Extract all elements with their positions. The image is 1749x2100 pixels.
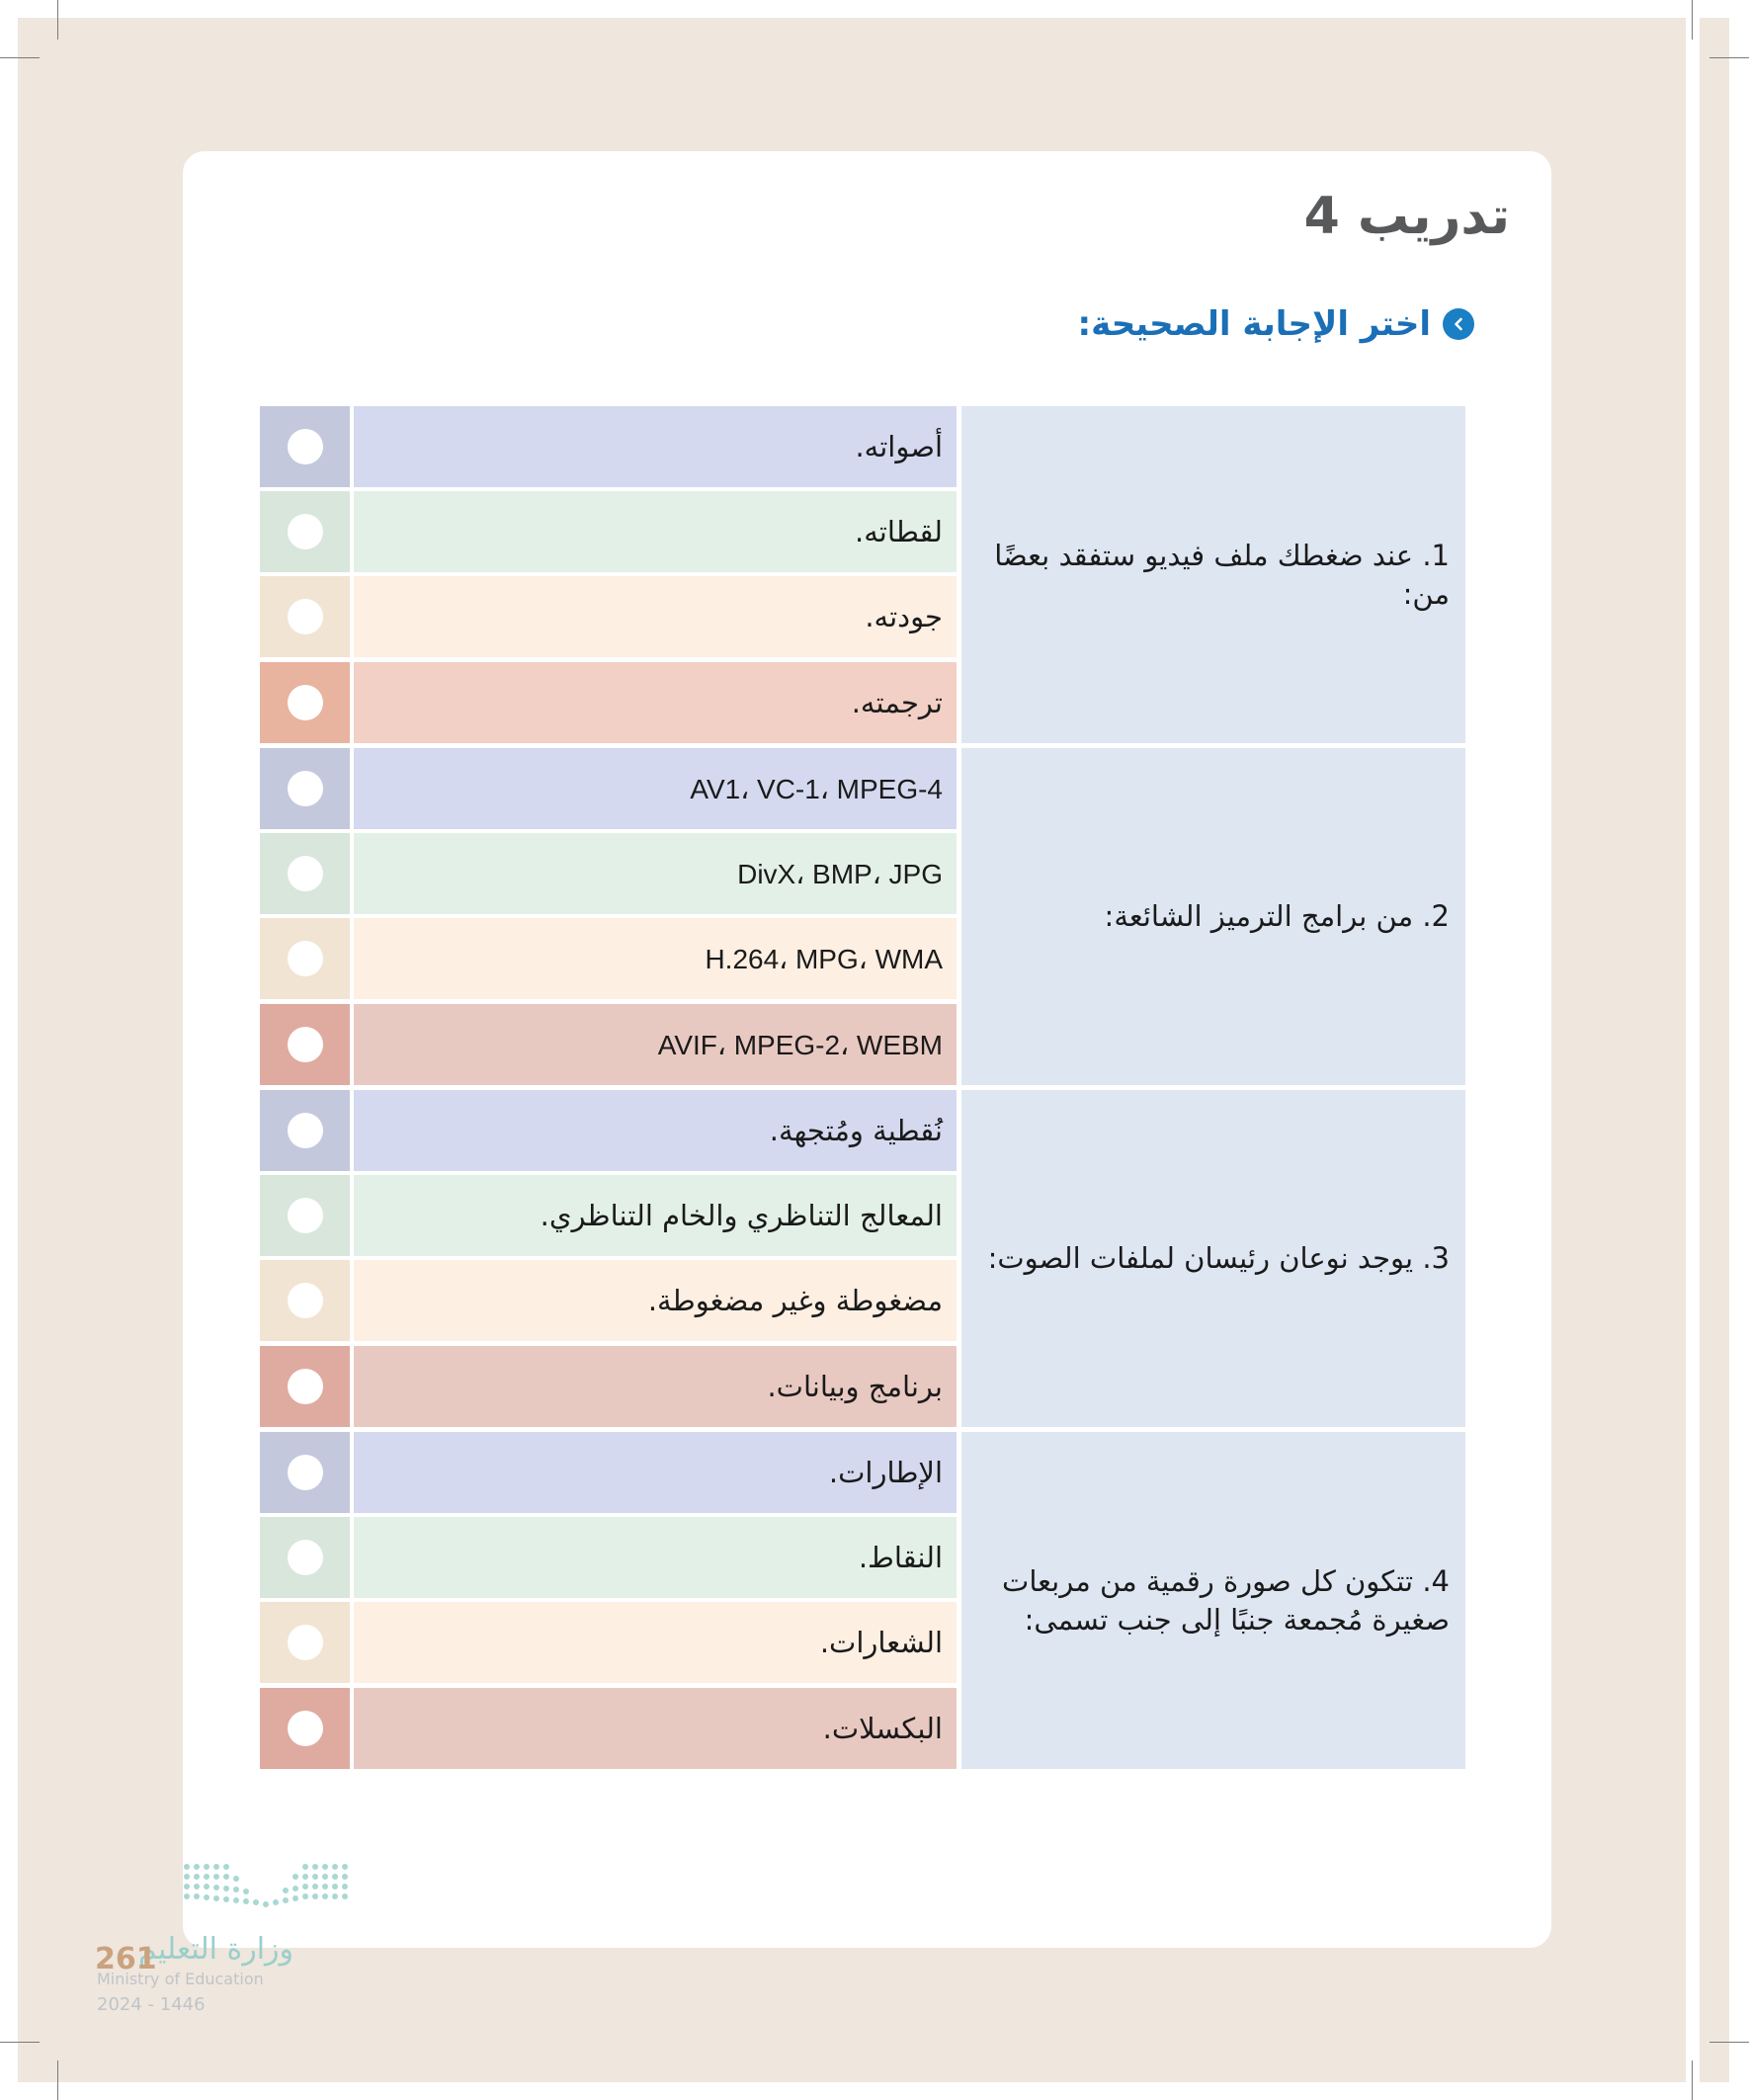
instruction (1077, 304, 1474, 344)
page-edge-strip (1700, 18, 1729, 2082)
option-text: البكسلات. (822, 1712, 943, 1745)
question-cell (961, 1090, 1465, 1427)
option-row (260, 1517, 957, 1598)
page-number: 261 (95, 1942, 157, 1976)
option-row (260, 1175, 957, 1256)
answer-radio[interactable] (288, 1027, 323, 1062)
chevron-left-icon (1443, 308, 1474, 340)
radio-cell (260, 833, 350, 914)
option-row (260, 1090, 957, 1171)
radio-cell (260, 1004, 350, 1085)
option-text: أصواته. (855, 430, 943, 463)
edition-year: 2024 - 1446 (97, 1994, 206, 2015)
option-text: برنامج وبيانات. (767, 1370, 943, 1403)
question-text: 2. من برامج الترميز الشائعة: (1104, 899, 1450, 934)
option-row (260, 918, 957, 999)
crop-mark (0, 57, 40, 58)
question-text: 4. تتكون كل صورة رقمية من مربعات صغيرة مُجمعة جنبًا إلى جنب تسمى: (1002, 1564, 1450, 1637)
option-text: الشعارات. (819, 1626, 943, 1659)
exercise-title: تدريب 4 (1303, 187, 1510, 246)
radio-cell (260, 1260, 350, 1341)
option-row (260, 491, 957, 572)
option-cell[interactable] (354, 406, 957, 487)
ministry-name-english: Ministry of Education (97, 1970, 264, 1988)
crop-mark (57, 0, 58, 40)
crop-mark (1692, 2060, 1693, 2100)
option-cell[interactable] (354, 1090, 957, 1171)
question-cell (961, 748, 1465, 1085)
radio-cell (260, 1602, 350, 1683)
crop-mark (0, 2042, 40, 2043)
option-row (260, 1260, 957, 1341)
option-row (260, 1432, 957, 1513)
answer-radio[interactable] (288, 1455, 323, 1490)
radio-cell (260, 406, 350, 487)
option-text: جودته. (865, 600, 943, 633)
answer-radio[interactable] (288, 941, 323, 976)
radio-cell (260, 1175, 350, 1256)
option-cell[interactable] (354, 1432, 957, 1513)
answer-radio[interactable] (288, 599, 323, 634)
instruction-text: اختر الإجابة الصحيحة: (1077, 304, 1431, 344)
question-text: 3. يوجد نوعان رئيسان لملفات الصوت: (987, 1241, 1450, 1276)
option-row (260, 1602, 957, 1683)
option-cell[interactable] (354, 833, 957, 914)
answer-radio[interactable] (288, 1283, 323, 1318)
option-cell[interactable] (354, 1175, 957, 1256)
radio-cell (260, 662, 350, 743)
ministry-logo-icon (183, 1861, 351, 1916)
option-row (260, 1346, 957, 1427)
option-text: النقاط. (858, 1541, 943, 1574)
question-text: 1. عند ضغطك ملف فيديو ستفقد بعضًا من: (994, 539, 1450, 611)
answer-radio[interactable] (288, 429, 323, 464)
answer-radio[interactable] (288, 1540, 323, 1575)
question-cell (961, 406, 1465, 743)
radio-cell (260, 918, 350, 999)
answer-radio[interactable] (288, 514, 323, 549)
radio-cell (260, 1346, 350, 1427)
option-row (260, 748, 957, 829)
option-text: AV1، VC-1، MPEG-4 (690, 773, 943, 804)
question-3 (260, 1090, 1465, 1427)
option-cell[interactable] (354, 748, 957, 829)
option-row (260, 1688, 957, 1769)
option-text: المعالج التناظري والخام التناظري. (540, 1199, 943, 1232)
radio-cell (260, 1432, 350, 1513)
question-4 (260, 1432, 1465, 1769)
radio-cell (260, 576, 350, 657)
option-text: H.264، MPG، WMA (705, 943, 943, 974)
option-cell[interactable] (354, 1004, 957, 1085)
question-cell (961, 1432, 1465, 1769)
option-text: لقطاته. (855, 515, 943, 548)
option-row (260, 833, 957, 914)
answer-radio[interactable] (288, 1198, 323, 1233)
option-cell[interactable] (354, 576, 957, 657)
quiz-table (260, 406, 1465, 1774)
option-row (260, 662, 957, 743)
option-text: ترجمته. (851, 686, 943, 719)
option-cell[interactable] (354, 918, 957, 999)
radio-cell (260, 1688, 350, 1769)
option-row (260, 406, 957, 487)
question-1 (260, 406, 1465, 743)
crop-mark (1709, 2042, 1749, 2043)
option-cell[interactable] (354, 662, 957, 743)
radio-cell (260, 1517, 350, 1598)
radio-cell (260, 1090, 350, 1171)
answer-radio[interactable] (288, 1625, 323, 1660)
answer-radio[interactable] (288, 771, 323, 806)
radio-cell (260, 748, 350, 829)
radio-cell (260, 491, 350, 572)
option-cell[interactable] (354, 1260, 957, 1341)
answer-radio[interactable] (288, 685, 323, 720)
option-cell[interactable] (354, 1517, 957, 1598)
option-text: AVIF، MPEG-2، WEBM (657, 1029, 943, 1060)
option-text: مضغوطة وغير مضغوطة. (647, 1284, 943, 1317)
option-row (260, 576, 957, 657)
answer-radio[interactable] (288, 1369, 323, 1404)
option-text: نُقطية ومُتجهة. (769, 1114, 943, 1147)
exercise-card (183, 151, 1551, 1948)
option-text: الإطارات. (828, 1456, 943, 1489)
crop-mark (1692, 0, 1693, 40)
option-cell[interactable] (354, 491, 957, 572)
option-cell[interactable] (354, 1688, 957, 1769)
answer-radio[interactable] (288, 1711, 323, 1746)
question-2 (260, 748, 1465, 1085)
option-cell[interactable] (354, 1346, 957, 1427)
option-row (260, 1004, 957, 1085)
crop-mark (1709, 57, 1749, 58)
answer-radio[interactable] (288, 856, 323, 891)
crop-mark (57, 2060, 58, 2100)
answer-radio[interactable] (288, 1113, 323, 1148)
option-cell[interactable] (354, 1602, 957, 1683)
option-text: DivX، BMP، JPG (737, 858, 943, 889)
ministry-name-arabic: وزارة التعليم (138, 1932, 294, 1967)
